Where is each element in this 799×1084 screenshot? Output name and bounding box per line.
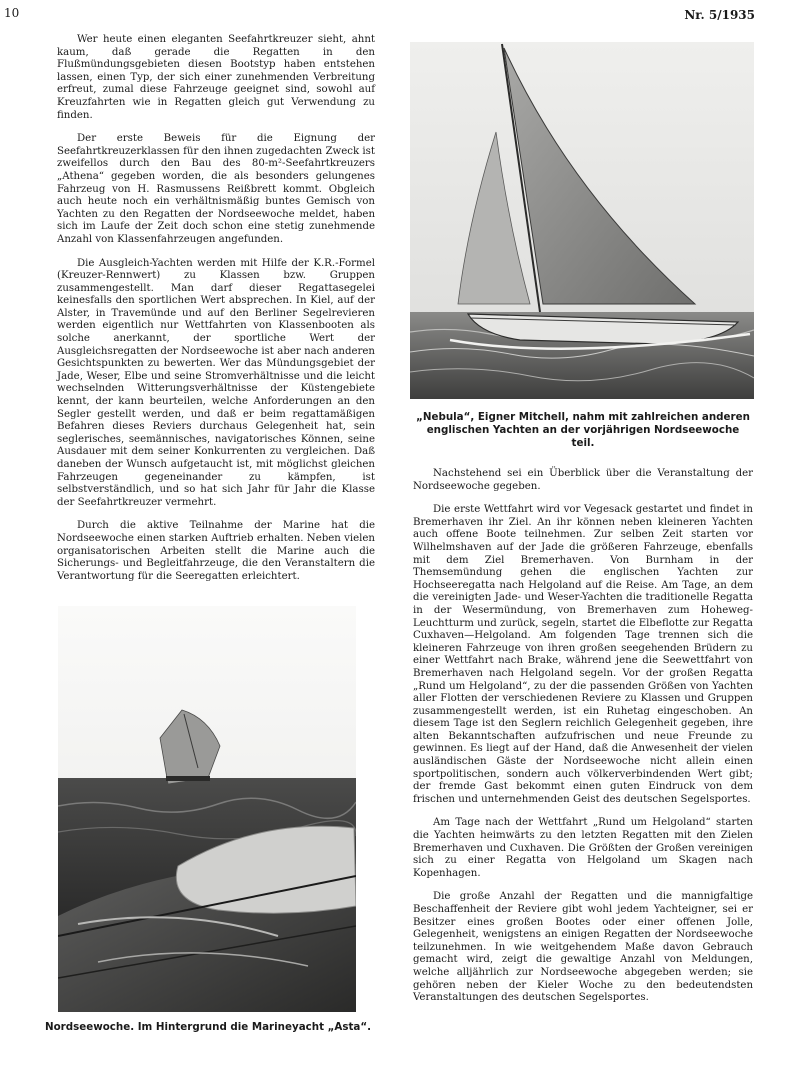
left-column xyxy=(57,34,375,594)
yacht-nebula-photo xyxy=(410,42,754,399)
paragraph: Die Ausgleich-Yachten werden mit Hilfe der K.R.-Formel (Kreuzer-Rennwert) zu Klassen bzw. Gruppen zusammengestellt. Man darf dieser Regattasegelei keinesfalls den sportlichen Wert absprechen. In Kiel, auf der Alster, in Travemünde und auf den Berliner Segelrevieren werden eigentlich nur Wettfahrten von Klassenbooten als solche anerkannt, der sportliche Wert der Ausgleichsregatten der Nordseewoche ist aber nach anderen Gesichtspunkten zu bewerten. Wer das Mündungsgebiet der Jade, Weser, Elbe und seine Stromverhältnisse und die leicht wechselnden Witterungsverhältnisse der Küstengebiete kennt, der kann beurteilen, welche Anforderungen an den Segler gestellt werden, und daß er beim regattamäßigen Befahren dieses Reviers durchaus Gelegenheit hat, sein seglerisches, seemännisches, navigatorisches Können, seine Ausdauer mit dem seiner Konkurrenten zu vergleichen. Daß daneben der Wunsch aufgetaucht ist, mit möglichst gleichen Fahrzeugen gegeneinander zu kämpfen, ist selbstverständlich, und so hat sich Jahr für Jahr die Klasse der Seefahrtkreuzer vermehrt. xyxy=(57,257,375,508)
issue-number: Nr. 5/1935 xyxy=(684,8,755,22)
page-number: 10 xyxy=(4,6,20,20)
nebula-photo-caption: „Nebula“, Eigner Mitchell, nahm mit zahlreichen anderen englischen Yachten an der vorjährigen Nordseewoche teil. xyxy=(416,411,750,449)
nordseewoche-illustration xyxy=(58,606,356,1012)
nordseewoche-photo xyxy=(58,606,356,1012)
paragraph: Nachstehend sei ein Überblick über die Veranstaltung der Nordseewoche gegeben. xyxy=(413,468,753,492)
right-column xyxy=(413,468,753,1016)
yacht-nebula-illustration xyxy=(410,42,754,399)
paragraph: Am Tage nach der Wettfahrt „Rund um Helgoland“ starten die Yachten heimwärts zu den letzten Regatten mit den Zielen Bremerhaven und Cuxhaven. Die Größten der Großen vereinigen sich zu einer Regatta von Helgoland um Skagen nach Kopenhagen. xyxy=(413,817,753,879)
paragraph: Durch die aktive Teilnahme der Marine hat die Nordseewoche einen starken Auftrieb erhalten. Neben vielen organisatorischen Arbeiten stellt die Marine auch die Sicherungs- und Begleitfahrzeuge, die den Veranstaltern die Verantwortung für die Seeregatten erleichtert. xyxy=(57,520,375,582)
paragraph: Der erste Beweis für die Eignung der Seefahrtkreuzerklassen für den ihnen zugedachten Zweck ist zweifellos durch den Bau des 80-m²-Seefahrtkreuzers „Athena“ gegeben worden, die als besonders gelungenes Fahrzeug von H. Rasmussens Reißbrett kommt. Obgleich auch heute noch ein verhältnismäßig buntes Gemisch von Yachten zu den Regatten der Nordseewoche meldet, haben sich im Laufe der Zeit doch schon eine stetig zunehmende Anzahl von Klassenfahrzeugen angefunden. xyxy=(57,133,375,245)
nordseewoche-photo-caption: Nordseewoche. Im Hintergrund die Marineyacht „Asta“. xyxy=(44,1021,371,1033)
paragraph: Wer heute einen eleganten Seefahrtkreuzer sieht, ahnt kaum, daß gerade die Regatten in den Flußmündungsgebieten diesen Bootstyp haben entstehen lassen, einen Typ, der sich einer zunehmenden Verbreitung erfreut, zumal diese Fahrzeuge geeignet sind, sowohl auf Kreuzfahrten wie in Regatten gleich gut Verwendung zu finden. xyxy=(57,34,375,121)
paragraph: Die große Anzahl der Regatten und die mannigfaltige Beschaffenheit der Reviere gibt wohl jedem Yachteigner, sei er Besitzer eines großen Bootes oder einer offenen Jolle, Gelegenheit, wenigstens an einigen Regatten der Nordseewoche teilzunehmen. In wie weitgehendem Maße davon Gebrauch gemacht wird, zeigt die gewaltige Anzahl von Meldungen, welche alljährlich zur Nordseewoche abgegeben werden; sie gehören neben der Kieler Woche zu den bedeutendsten Veranstaltungen des deutschen Segelsportes. xyxy=(413,891,753,1004)
paragraph: Die erste Wettfahrt wird vor Vegesack gestartet und findet in Bremerhaven ihr Ziel. An ihr können neben kleineren Yachten auch offene Boote teilnehmen. Zur selben Zeit starten vor Wilhelmshaven auf der Jade die größeren Fahrzeuge, ebenfalls mit dem Ziel Bremerhaven. Von Burnham in der Themsemündung gehen die englischen Yachten zur Hochseeregatta nach Helgoland auf die Reise. Am Tage, an dem die vereinigten Jade- und Weser-Yachten die traditionelle Regatta in der Wesermündung, von Bremerhaven zum Hoheweg-Leuchtturm und zurück, segeln, startet die Elbeflotte zur Regatta Cuxhaven—Helgoland. Am folgenden Tage trennen sich die kleineren Fahrzeuge von ihren großen seegehenden Brüdern zu einer Wettfahrt nach Brake, während jene die Seewettfahrt von Bremerhaven nach Helgoland segeln. Vor der großen Regatta „Rund um Helgoland“, zu der die passenden Größen von Yachten aller Flotten der verschiedenen Reviere zu Klassen und Gruppen zusammengestellt werden, ist ein Ruhetag eingeschoben. An diesem Tage ist den Seglern reichlich Gelegenheit gegeben, ihre alten Bekanntschaften aufzufrischen und neue Freunde zu gewinnen. Es liegt auf der Hand, daß die Anwesenheit der vielen ausländischen Gäste der Nordseewoche nicht allein einen sportpolitischen, sondern auch völkerverbindenden Wert gibt; der fremde Gast bekommt einen guten Eindruck von dem frischen und unternehmenden Geist des deutschen Segelsportes. xyxy=(413,504,753,805)
